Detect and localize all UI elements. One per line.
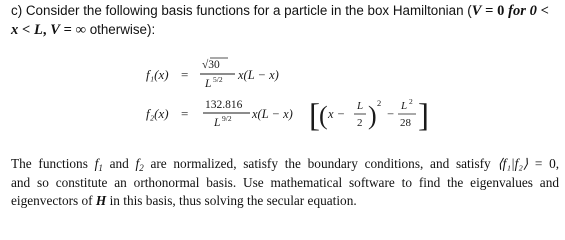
- comma: ,: [42, 21, 47, 38]
- f2-frac2-num-base: L: [401, 100, 408, 112]
- potential-symbol: V: [471, 3, 482, 19]
- f1-symbol: [95, 156, 103, 171]
- f2-inner-L: L: [357, 100, 364, 112]
- f1-lhs: f₁(x): [146, 67, 169, 82]
- text-run: are normalized, satisfy the boundary conditions, and satisfy: [150, 156, 491, 171]
- f2-den-base: L: [214, 117, 221, 129]
- text-run: eigenvectors of: [11, 193, 93, 209]
- f2-subscript: 2: [139, 163, 144, 173]
- f1-equals: =: [181, 67, 189, 82]
- x-variable: x: [11, 21, 19, 38]
- zero-value: 0: [497, 3, 505, 19]
- f1-numerator: √30: [202, 59, 220, 71]
- f2-frac2-num-exp: 2: [409, 97, 413, 106]
- problem-statement: [11, 2, 561, 39]
- problem-label: c): [11, 3, 23, 18]
- f2-paren-open: (: [319, 101, 328, 130]
- L-variable: L: [33, 21, 43, 38]
- text-run: in this basis, thus solving the secular equation.: [109, 193, 357, 209]
- problem-intro-text: Consider the following basis functions for a particle in the box Hamiltonian (: [25, 3, 472, 18]
- zero-bound: 0: [529, 3, 537, 19]
- braket-expression: ⟨f₁|f₂⟩: [497, 156, 529, 171]
- f2-inner-x: x −: [328, 107, 346, 121]
- equation-block: [0, 44, 565, 144]
- f2-paren-close: ): [368, 101, 377, 130]
- f2-den-exp: 9/2: [222, 114, 232, 123]
- f2-bracket-open: [: [309, 98, 320, 134]
- f2-minus: −: [387, 107, 395, 121]
- f1-letter: f: [94, 156, 99, 171]
- f2-square-exp: 2: [377, 98, 382, 108]
- infinity-symbol: ∞: [75, 21, 86, 38]
- equals-sign-2: =: [63, 21, 72, 38]
- f1-subscript: 1: [98, 163, 103, 173]
- paragraph-line-1: [11, 155, 559, 174]
- f2-bracket-close: ]: [418, 98, 429, 134]
- f1-den-exp: 5/2: [213, 75, 223, 84]
- otherwise-text: otherwise):: [89, 21, 156, 37]
- hamiltonian-symbol: H: [95, 193, 107, 209]
- equals-sign: =: [485, 3, 494, 19]
- f1-den-base: L: [205, 78, 212, 90]
- f2-numerator: 132.816: [205, 99, 243, 111]
- less-than-1: <: [540, 3, 549, 19]
- f2-equals: =: [181, 106, 189, 121]
- explanation-paragraph: [11, 155, 559, 211]
- f1-factor: x(L − x): [238, 68, 279, 82]
- paragraph-line-3: [11, 192, 559, 211]
- f2-letter: f: [135, 156, 140, 171]
- f2-lhs: f₂(x): [146, 106, 169, 121]
- f2-factor: x(L − x): [252, 107, 293, 121]
- equals-zero: = 0,: [534, 156, 560, 171]
- less-than-2: <: [21, 21, 31, 38]
- for-word: for: [508, 3, 526, 19]
- f2-frac2-den: 28: [400, 117, 411, 129]
- text-run: and: [109, 156, 129, 171]
- paragraph-line-2: and so constitute an orthonormal basis. Use mathematical software to find the eigenvalues and: [11, 174, 559, 190]
- text-run: The functions: [11, 156, 88, 171]
- potential-symbol-2: V: [50, 21, 60, 38]
- f2-symbol: [136, 156, 144, 171]
- f2-inner-2: 2: [357, 117, 363, 129]
